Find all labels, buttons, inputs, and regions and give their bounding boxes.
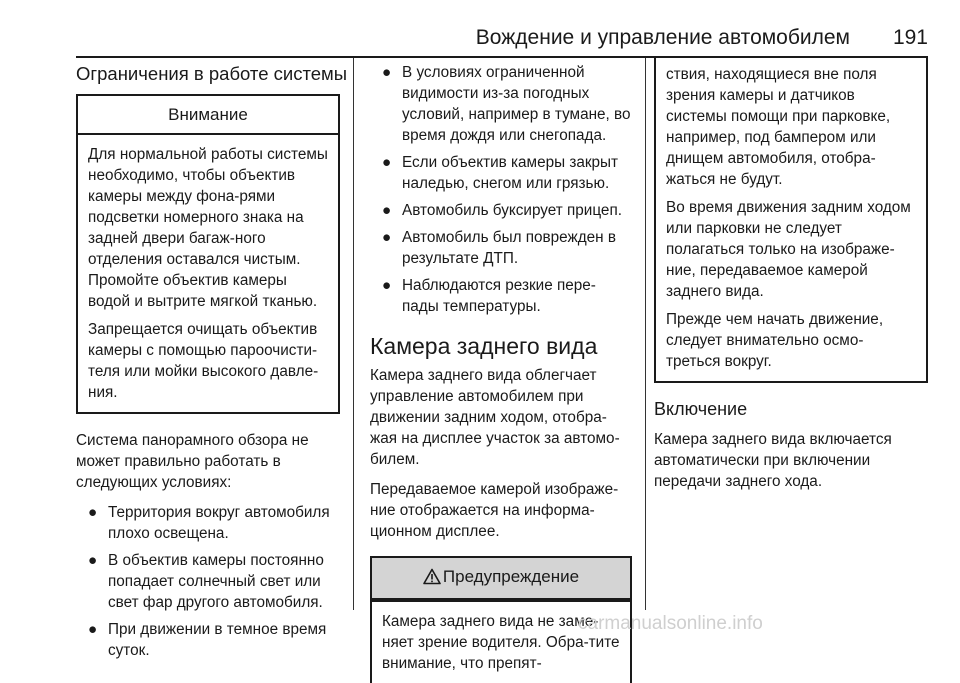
notice-paragraph: Запрещается очищать объектив камеры с помощью пароочисти-теля или мойки высокого давле-ния. (88, 321, 319, 401)
running-header-title: Вождение и управление автомобилем (475, 26, 850, 49)
middle-column (370, 62, 632, 683)
bullet-icon: ● (382, 277, 392, 294)
warning-paragraph: Камера заднего вида не заме-няет зрение водителя. Обра-тите внимание, что препят- (382, 613, 620, 672)
bullet-icon: ● (88, 621, 98, 638)
section-heading-activation: Включение (654, 399, 748, 419)
list-item: ● Наблюдаются резкие пере-пады температуры. (382, 277, 596, 315)
left-column (76, 62, 348, 667)
bullet-icon: ● (88, 552, 98, 569)
notice-box (76, 94, 340, 414)
section-heading-rear-camera: Камера заднего вида (370, 333, 598, 359)
body-paragraph: Передаваемое камерой изображе-ние отображается на информа-ционном дисплее. (370, 481, 619, 540)
warning-paragraph: ствия, находящиеся вне поля зрения камеры и датчиков системы помощи при парковке, например, под бампером или днищем автомобиля, отобра-жаться не будут. (666, 66, 891, 188)
list-item: ● В условиях ограниченной видимости из-за погодных условий, например в тумане, во время дождя или снегопада. (382, 64, 631, 144)
limitations-list-continued (370, 62, 632, 317)
page-number: 191 (892, 26, 928, 49)
bullet-icon: ● (88, 504, 98, 521)
list-item: ● В объектив камеры постоянно попадает солнечный свет или свет фар другого автомобиля. (88, 552, 324, 611)
warning-header (372, 558, 630, 600)
list-item: ● Автомобиль был поврежден в результате ДТП. (382, 229, 616, 267)
warning-box-continued (654, 58, 928, 383)
right-column (654, 58, 928, 501)
list-item: ● Если объектив камеры закрыт наледью, снегом или грязью. (382, 154, 619, 192)
body-paragraph: Камера заднего вида облегчает управление автомобилем при движении задним ходом, отобра-жая на дисплее участок за автомо-билем. (370, 367, 620, 468)
notice-title: Внимание (78, 96, 338, 135)
warning-paragraph: Во время движения задним ходом или парковки не следует полагаться только на изображе-ние, передаваемое камерой заднего вида. (666, 199, 911, 300)
notice-paragraph: Для нормальной работы системы необходимо, чтобы объектив камеры между фона-рями подсветки номерного знака на задней двери багаж-ного отделения оставался чистым. Промойте объектив камеры водой и вытрите мягкой тканью. (88, 146, 328, 310)
watermark-text: carmanualsonline.info (578, 613, 763, 634)
column-divider-2 (645, 58, 646, 610)
list-item: ● При движении в темное время суток. (88, 621, 327, 659)
bullet-icon: ● (382, 202, 392, 219)
body-paragraph: Камера заднего вида включается автоматически при включении передачи заднего хода. (654, 431, 892, 490)
column-divider-1 (353, 58, 354, 610)
warning-title: Предупреждение (442, 567, 580, 586)
bullet-icon: ● (382, 154, 392, 171)
list-item: ● Автомобиль буксирует прицеп. (382, 202, 622, 219)
warning-triangle-icon (423, 568, 441, 591)
limitations-list (76, 502, 340, 661)
bullet-icon: ● (382, 229, 392, 246)
list-item: ● Территория вокруг автомобиля плохо освещена. (88, 504, 330, 542)
limitations-intro: Система панорамного обзора не может правильно работать в следующих условиях: (76, 432, 309, 491)
warning-paragraph: Прежде чем начать движение, следует внимательно осмо-треться вокруг. (666, 311, 884, 370)
section-heading-limitations: Ограничения в работе системы (76, 63, 348, 84)
bullet-icon: ● (382, 64, 392, 81)
